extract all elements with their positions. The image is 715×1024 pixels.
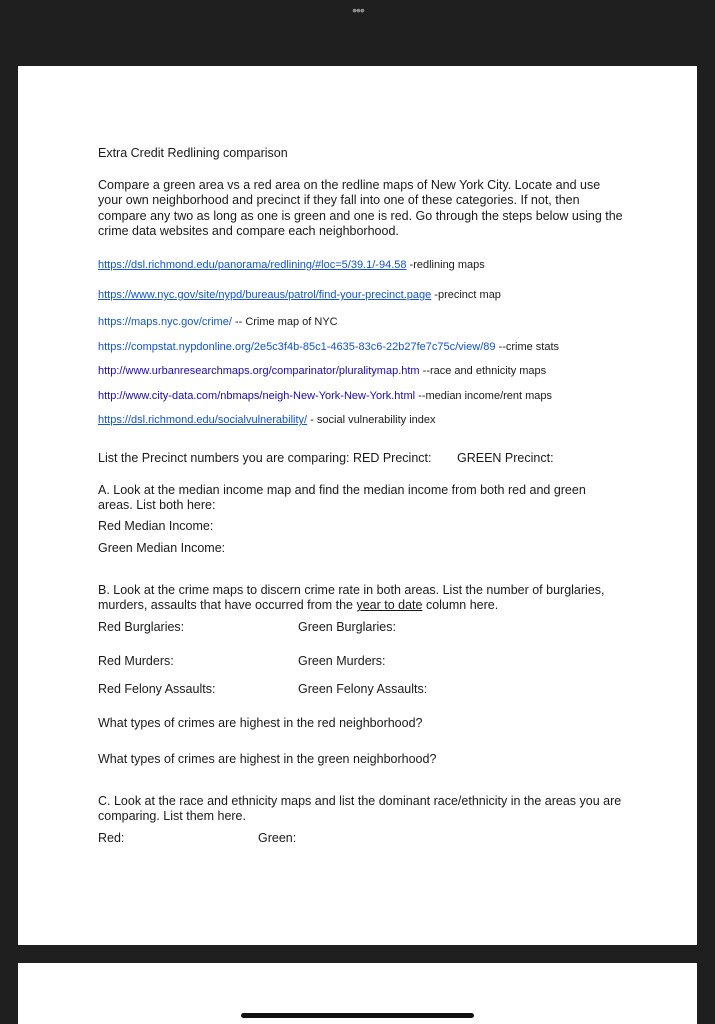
document-title: Extra Credit Redlining comparison	[98, 146, 288, 160]
link-social-vulnerability[interactable]: https://dsl.richmond.edu/socialvulnerability/	[98, 414, 308, 426]
link-desc-crime-stats: --crime stats	[495, 341, 560, 353]
green-murders-label: Green Murders:	[298, 654, 386, 668]
green-median-income-label: Green Median Income:	[98, 541, 226, 555]
link-desc-crime-map: -- Crime map of NYC	[231, 316, 338, 328]
link-line-vulnerability	[98, 413, 436, 427]
precinct-line: List the Precinct numbers you are comparing: RED Precinct:	[98, 451, 432, 465]
link-line-redlining	[98, 258, 485, 272]
link-desc-precinct: -precinct map	[431, 289, 501, 301]
home-indicator[interactable]	[241, 1013, 474, 1018]
red-murders-label: Red Murders:	[98, 654, 174, 668]
year-to-date-text: year to date	[356, 598, 423, 613]
red-felony-assaults-label: Red Felony Assaults:	[98, 682, 216, 696]
more-options-icon[interactable]: •••	[352, 2, 364, 18]
link-line-race-maps	[98, 364, 546, 378]
link-race-maps[interactable]: http://www.urbanresearchmaps.org/comparinator/pluralitymap.htm	[98, 365, 420, 377]
green-felony-assaults-label: Green Felony Assaults:	[298, 682, 428, 696]
section-c-prompt: C. Look at the race and ethnicity maps and list the dominant race/ethnicity in the areas you are comparing. List them here.	[98, 794, 622, 824]
green-precinct-label: GREEN Precinct:	[457, 451, 554, 465]
red-crimes-question: What types of crimes are highest in the red neighborhood?	[98, 716, 423, 730]
document-page-1[interactable]	[18, 66, 697, 945]
link-line-crime-stats	[98, 340, 559, 354]
green-crimes-question: What types of crimes are highest in the green neighborhood?	[98, 752, 437, 766]
link-desc-redlining: -redlining maps	[406, 259, 485, 271]
intro-paragraph: Compare a green area vs a red area on the redline maps of New York City. Locate and use your own neighborhood and precinct if they fall into one of these categories. If not, then compare any two as long as one is green and one is red. Go through the steps below using the crime data websites and compare each neighborhood.	[98, 178, 623, 238]
section-b-prompt-end: column here.	[422, 598, 499, 613]
green-burglaries-label: Green Burglaries:	[298, 620, 396, 634]
red-median-income-label: Red Median Income:	[98, 519, 214, 533]
link-income-maps[interactable]: http://www.city-data.com/nbmaps/neigh-New-York-New-York.html	[98, 390, 416, 402]
link-redlining-maps[interactable]: https://dsl.richmond.edu/panorama/redlining/#loc=5/39.1/-94.58	[98, 259, 407, 271]
link-line-income-maps	[98, 389, 552, 403]
green-race-label: Green:	[258, 831, 297, 845]
link-crime-stats[interactable]: https://compstat.nypdonline.org/2e5c3f4b-85c1-4635-83c6-22b27fe7c75c/view/89	[98, 341, 496, 353]
link-crime-map[interactable]: https://maps.nyc.gov/crime/	[98, 316, 232, 328]
link-line-precinct	[98, 288, 501, 302]
section-a-prompt: A. Look at the median income map and find the median income from both red and green areas. List both here:	[98, 483, 586, 513]
red-burglaries-label: Red Burglaries:	[98, 620, 185, 634]
red-race-label: Red:	[98, 831, 125, 845]
link-desc-income-maps: --median income/rent maps	[415, 390, 553, 402]
section-b-prompt	[98, 583, 623, 614]
link-desc-race-maps: --race and ethnicity maps	[419, 365, 547, 377]
link-precinct-map[interactable]: https://www.nyc.gov/site/nypd/bureaus/patrol/find-your-precinct.page	[98, 289, 432, 301]
link-line-crime-map	[98, 315, 338, 329]
link-desc-vulnerability: - social vulnerability index	[307, 414, 436, 426]
section-b-prompt-start: B. Look at the crime maps to discern crime rate in both areas. List the number of burglaries, murders, assaults that have occurred from the	[98, 583, 605, 613]
